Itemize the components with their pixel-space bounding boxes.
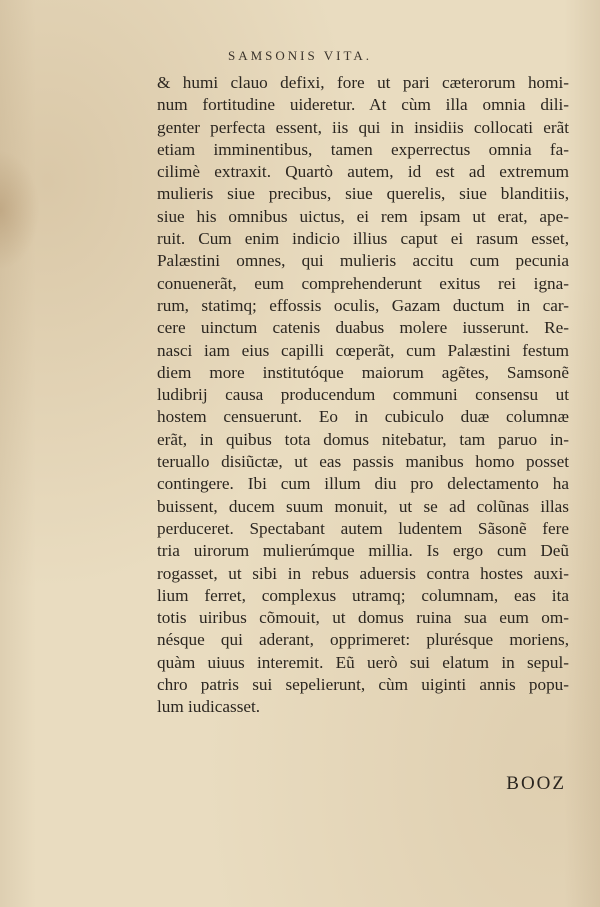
text-line: teruallo disiũctæ, ut eas passis manibus homo posset (157, 452, 569, 472)
text-line: rum, statimq; effossis oculis, Gazam ductum in car- (157, 295, 569, 315)
text-line: Palæstini omnes, qui mulieris accitu cum pecunia (157, 251, 569, 271)
text-line: rogasset, ut sibi in rebus aduersis contra hostes auxi- (157, 563, 569, 583)
text-line: hostem censuerunt. Eo in cubiculo duæ columnæ (157, 407, 569, 427)
text-line: nasci iam eius capilli cœperãt, cum Palæstini festum (157, 340, 569, 360)
text-line: & humi clauo defixi, fore ut pari cæterorum homi- (157, 73, 569, 92)
catchword: BOOZ (506, 773, 566, 794)
paper-stain (0, 150, 40, 270)
text-line: lium ferret, complexus utramq; columnam, eas ita (157, 585, 569, 605)
text-line: ruit. Cum enim indicio illius caput ei rasum esset, (157, 229, 569, 249)
text-line: siue his omnibus uictus, ei rem ipsam ut erat, ape- (157, 206, 569, 226)
text-line: genter perfecta essent, iis qui in insidiis collocati erãt (157, 117, 569, 137)
text-line: ludibrij causa producendum communi consensu ut (157, 385, 569, 405)
text-line: etiam imminentibus, tamen experrectus omnia fa- (157, 139, 569, 159)
text-line: diem more institutóque maiorum agẽtes, Samsonẽ (157, 362, 569, 382)
text-line: quàm uiuus interemit. Eũ uerò sui elatum in sepul- (157, 652, 569, 672)
text-line: tria uirorum mulierúmque millia. Is ergo cum Deũ (157, 541, 569, 561)
text-line: num fortitudine uideretur. At cùm illa omnia dili- (157, 95, 569, 115)
text-line: cilimè extraxit. Quartò autem, id est ad extremum (157, 162, 569, 182)
text-line: buissent, ducem suum monuit, ut se ad colũnas illas (157, 496, 569, 516)
running-head: SAMSONIS VITA. (227, 48, 372, 63)
text-line: perduceret. Spectabant autem ludentem Sãsonẽ fere (157, 518, 569, 538)
text-line: lum iudicasset. (157, 697, 261, 717)
body-text (157, 72, 569, 719)
text-line: nésque qui aderant, opprimeret: plurésque moriens, (157, 630, 569, 650)
text-line: mulieris siue precibus, siue querelis, siue blanditiis, (157, 184, 569, 204)
text-line: totis uiribus cõmouit, ut domus ruina sua eum om- (157, 608, 569, 628)
text-line: chro patris sui sepelierunt, cùm uiginti annis popu- (157, 675, 569, 695)
text-line: cere uinctum catenis duabus molere iusserunt. Re- (157, 318, 569, 338)
text-line: conuenerãt, eum comprehenderunt exitus rei igna- (157, 273, 569, 293)
text-line: contingere. Ibi cum illum diu pro delectamento ha (157, 474, 569, 494)
text-line: erãt, in quibus tota domus nitebatur, tam paruo in- (157, 429, 569, 449)
